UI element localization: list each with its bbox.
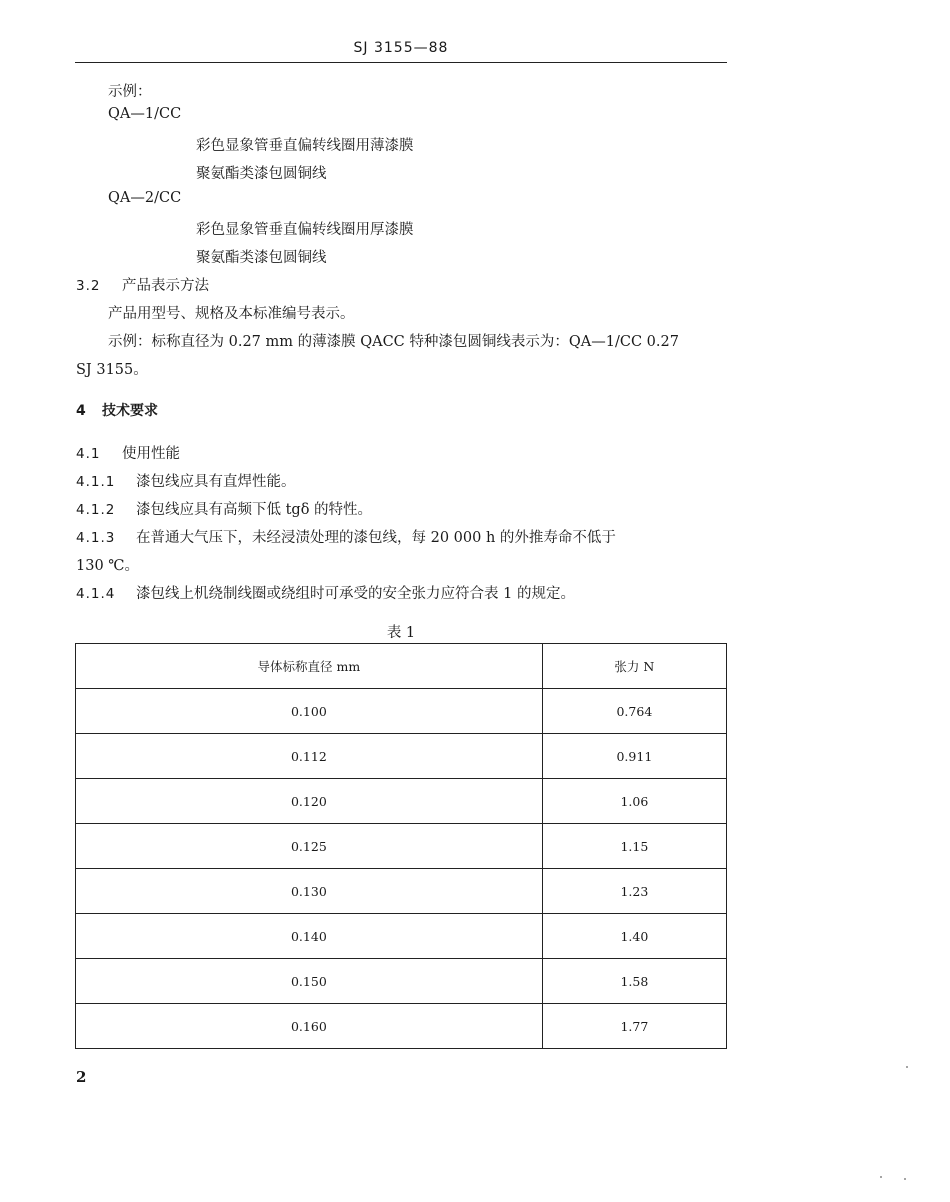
cell-tension: 1.15 — [542, 824, 726, 869]
scan-speck — [906, 1066, 908, 1068]
section-title: 技术要求 — [102, 403, 158, 419]
section-4-heading — [76, 400, 158, 420]
clause-4-1-2 — [76, 498, 372, 519]
clause-text: 漆包线应具有直焊性能。 — [136, 474, 296, 490]
clause-text: 在普通大气压下，未经浸渍处理的漆包线，每 20 000 h 的外推寿命不低于 — [136, 530, 616, 546]
section-3-2-example-line2: SJ 3155。 — [76, 362, 148, 378]
cell-tension: 1.06 — [542, 779, 726, 824]
clause-number: 4.1.3 — [76, 530, 116, 546]
table-row — [76, 689, 727, 734]
page-number: 2 — [76, 1068, 87, 1086]
section-number: 3.2 — [76, 278, 101, 294]
clause-4-1-1 — [76, 470, 296, 491]
header-tension: 张力 N — [542, 644, 726, 689]
examples-label: 示例： — [108, 84, 152, 100]
scan-speck — [904, 1178, 906, 1180]
header-diameter: 导体标称直径 mm — [76, 644, 543, 689]
cell-diameter: 0.112 — [76, 734, 543, 779]
section-4-1-heading — [76, 442, 180, 463]
document-code-header: SJ 3155—88 — [353, 40, 449, 56]
cell-diameter: 0.120 — [76, 779, 543, 824]
clause-text: 漆包线应具有高频下低 tgδ 的特性。 — [136, 502, 373, 518]
example-desc-2b: 聚氨酯类漆包圆铜线 — [196, 250, 327, 266]
clause-number: 4.1.4 — [76, 586, 116, 602]
example-code-2: QA—2/CC — [108, 190, 182, 206]
cell-diameter: 0.100 — [76, 689, 543, 734]
table-row — [76, 734, 727, 779]
cell-tension: 1.77 — [542, 1004, 726, 1049]
table-row — [76, 824, 727, 869]
table-row — [76, 869, 727, 914]
section-title: 使用性能 — [122, 446, 180, 462]
cell-tension: 0.911 — [542, 734, 726, 779]
clause-number: 4.1.2 — [76, 502, 116, 518]
cell-diameter: 0.140 — [76, 914, 543, 959]
table-header-row — [76, 644, 727, 689]
table-row — [76, 1004, 727, 1049]
scan-speck — [880, 1176, 882, 1178]
table-row — [76, 959, 727, 1004]
table-row — [76, 914, 727, 959]
example-desc-1b: 聚氨酯类漆包圆铜线 — [196, 166, 327, 182]
cell-diameter: 0.160 — [76, 1004, 543, 1049]
cell-diameter: 0.130 — [76, 869, 543, 914]
header-rule — [75, 62, 727, 63]
example-desc-2a: 彩色显象管垂直偏转线圈用厚漆膜 — [196, 222, 414, 238]
section-3-2-heading — [76, 274, 209, 295]
example-desc-1a: 彩色显象管垂直偏转线圈用薄漆膜 — [196, 138, 414, 154]
section-3-2-body: 产品用型号、规格及本标准编号表示。 — [108, 306, 355, 322]
cell-diameter: 0.125 — [76, 824, 543, 869]
cell-tension: 0.764 — [542, 689, 726, 734]
cell-tension: 1.23 — [542, 869, 726, 914]
tension-table — [75, 643, 727, 1049]
clause-4-1-3-continued: 130 ℃。 — [76, 558, 140, 574]
section-number: 4 — [76, 403, 86, 419]
table-row — [76, 779, 727, 824]
clause-number: 4.1.1 — [76, 474, 116, 490]
table-caption: 表 1 — [386, 625, 416, 641]
section-title: 产品表示方法 — [122, 278, 209, 294]
clause-4-1-3 — [76, 526, 616, 547]
cell-tension: 1.40 — [542, 914, 726, 959]
clause-text: 漆包线上机绕制线圈或绕组时可承受的安全张力应符合表 1 的规定。 — [136, 586, 575, 602]
cell-diameter: 0.150 — [76, 959, 543, 1004]
clause-4-1-4 — [76, 582, 575, 603]
section-number: 4.1 — [76, 446, 101, 462]
section-3-2-example-line1: 示例：标称直径为 0.27 mm 的薄漆膜 QACC 特种漆包圆铜线表示为：QA—1/CC 0.27 — [108, 334, 679, 350]
cell-tension: 1.58 — [542, 959, 726, 1004]
example-code-1: QA—1/CC — [108, 106, 182, 122]
